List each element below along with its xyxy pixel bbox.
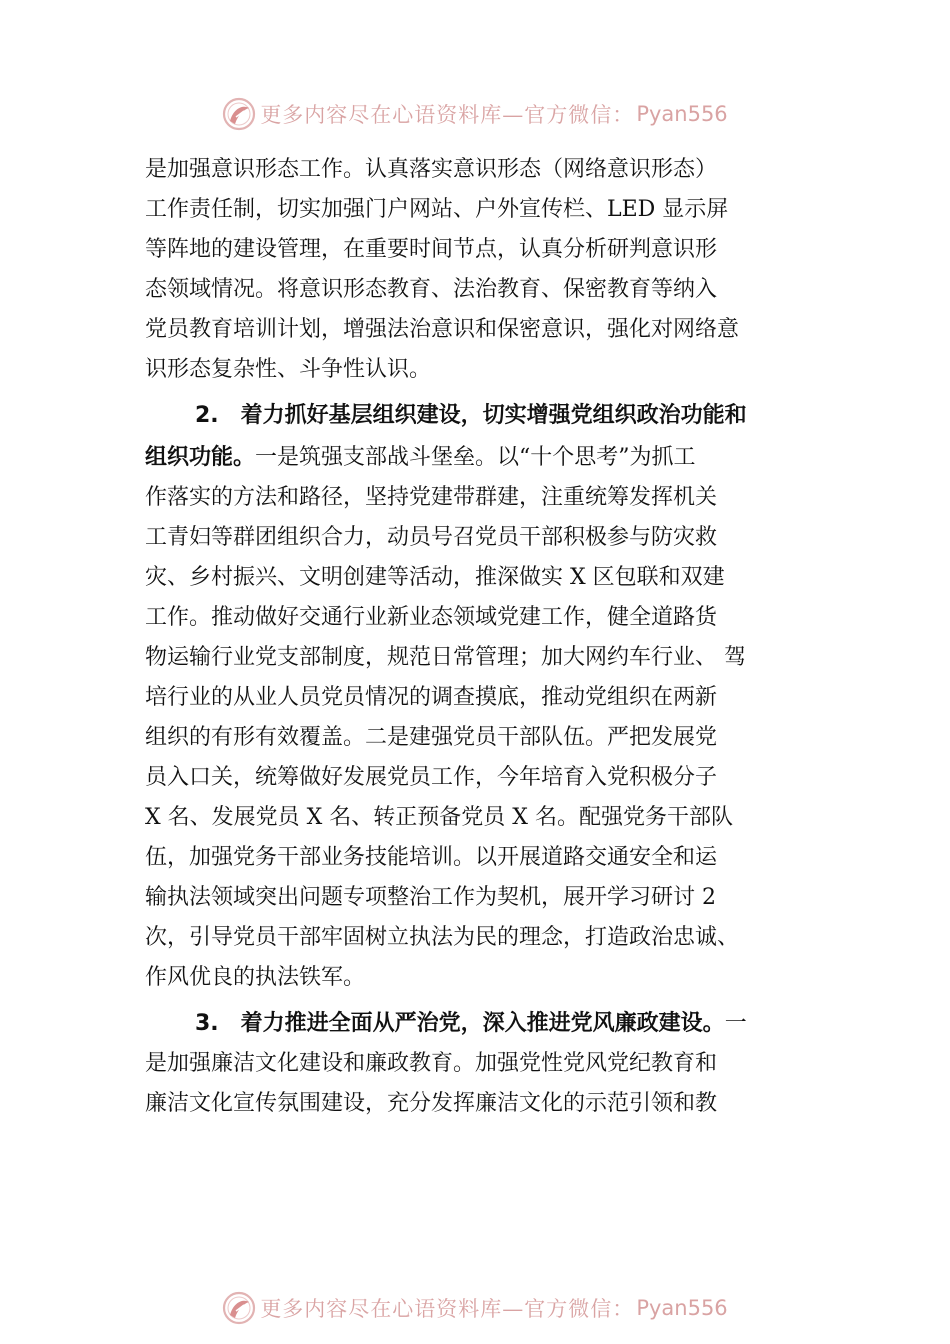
section-3-number: 3.	[195, 1011, 219, 1036]
section-2-number: 2.	[195, 403, 219, 428]
text-line: 态领域情况。将意识形态教育、法治教育、保密教育等纳入	[145, 277, 718, 302]
section-3-heading-rest: 一	[724, 1011, 747, 1036]
text-line: 是加强廉洁文化建设和廉政教育。加强党性党风党纪教育和	[145, 1051, 718, 1076]
text-line: 培行业的从业人员党员情况的调查摸底，推动党组织在两新	[145, 685, 718, 710]
text-line: 作落实的方法和路径，坚持党建带群建，注重统筹发挥机关	[145, 485, 718, 510]
text-line: 伍，加强党务干部业务技能培训。以开展道路交通安全和运	[145, 845, 718, 870]
footer-watermark-text: 更多内容尽在心语资料库—官方微信：	[260, 1297, 635, 1321]
text-line: 是加强意识形态工作。认真落实意识形态（网络意识形态）	[145, 157, 718, 182]
text-line: 次，引导党员干部牢固树立执法为民的理念，打造政治忠诚、	[145, 925, 740, 950]
text-line: 工作。推动做好交通行业新业态领域党建工作，健全道路货	[145, 605, 718, 630]
text-line: 作风优良的执法铁军。	[145, 965, 366, 990]
footer-watermark	[0, 1288, 950, 1328]
footer-watermark-id: Pyan556	[636, 1296, 728, 1320]
section-2-line-rest: 一是筑强支部战斗堡垒。以“十个思考”为抓工	[255, 445, 696, 470]
header-watermark-id: Pyan556	[636, 102, 728, 126]
text-line: 组织的有形有效覆盖。二是建强党员干部队伍。严把发展党	[145, 725, 718, 750]
text-line: 工作责任制，切实加强门户网站、户外宣传栏、LED 显示屏	[145, 197, 729, 222]
header-watermark-text: 更多内容尽在心语资料库—官方微信：	[260, 103, 635, 127]
text-line: 灾、乡村振兴、文明创建等活动，推深做实 X 区包联和双建	[145, 565, 725, 590]
section-3-heading-text: 着力推进全面从严治党，深入推进党风廉政建设。	[240, 1011, 725, 1036]
section-3-heading	[145, 1002, 835, 1044]
text-line: 物运输行业党支部制度，规范日常管理；加大网约车行业、 驾	[145, 645, 746, 670]
section-2-heading	[145, 394, 835, 436]
logo-icon	[222, 97, 256, 131]
text-line: 识形态复杂性、斗争性认识。	[145, 357, 432, 382]
section-2-heading-text: 着力抓好基层组织建设，切实增强党组织政治功能和	[240, 403, 747, 428]
header-watermark	[0, 94, 950, 134]
section-2-heading-end: 组织功能。	[145, 445, 256, 470]
text-line: 党员教育培训计划，增强法治意识和保密意识，强化对网络意	[145, 317, 740, 342]
logo-icon	[222, 1291, 256, 1325]
text-line: 等阵地的建设管理，在重要时间节点，认真分析研判意识形	[145, 237, 718, 262]
text-line: 工青妇等群团组织合力，动员号召党员干部积极参与防灾救	[145, 525, 718, 550]
document-body	[145, 150, 835, 1124]
text-line: X 名、发展党员 X 名、转正预备党员 X 名。配强党务干部队	[145, 805, 733, 830]
section-2-heading-cont	[145, 436, 835, 478]
text-line: 员入口关，统筹做好发展党员工作，今年培育入党积极分子	[145, 765, 718, 790]
text-line: 输执法领域突出问题专项整治工作为契机，展开学习研讨 2	[145, 885, 716, 910]
text-line: 廉洁文化宣传氛围建设，充分发挥廉洁文化的示范引领和教	[145, 1091, 718, 1116]
